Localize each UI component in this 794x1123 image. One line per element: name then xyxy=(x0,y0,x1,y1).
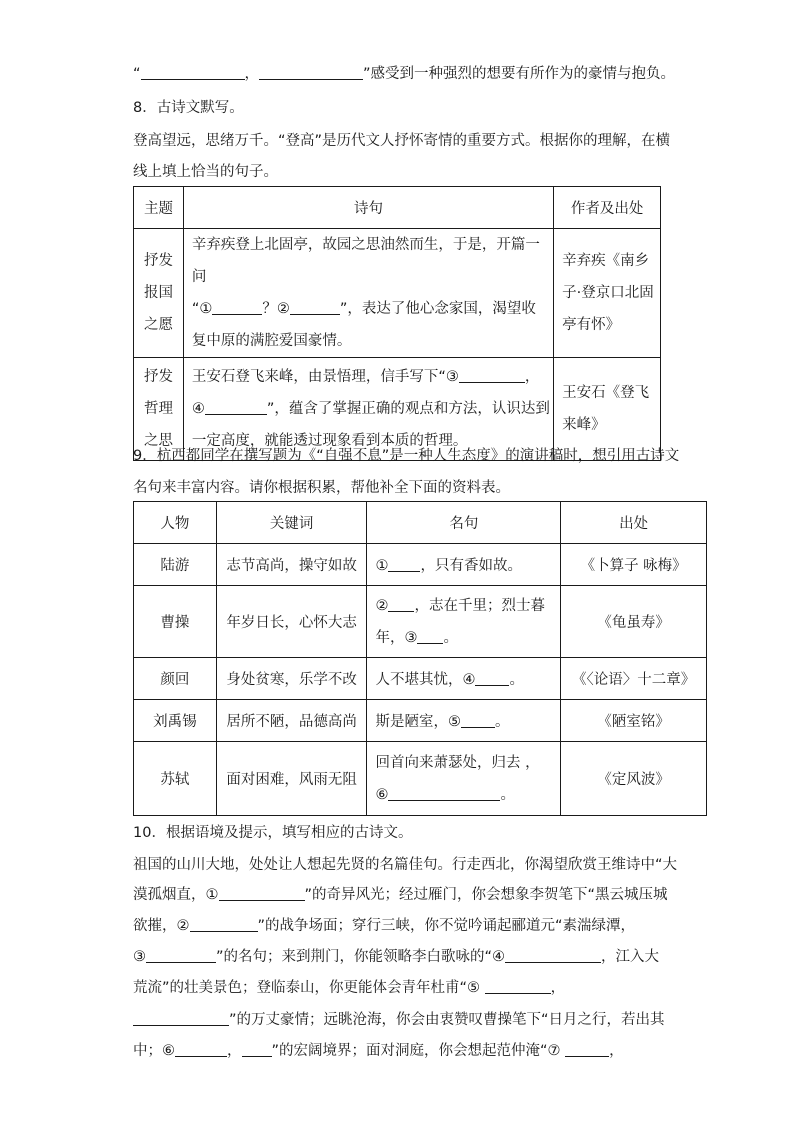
para-text: ，江入大 xyxy=(601,949,660,965)
quote-text: ② xyxy=(375,597,389,614)
answer-blank[interactable] xyxy=(461,713,495,728)
quote-cell xyxy=(367,700,561,742)
q10-line6 xyxy=(133,1010,665,1030)
quote-text: 。 xyxy=(443,629,458,646)
quote-line: 回首向来萧瑟处，归去 ， xyxy=(375,754,540,771)
q10-line2 xyxy=(133,885,668,905)
para-text: ”的名句；来到荆门，你能领略李白歌咏的“④ xyxy=(216,949,506,965)
table-row xyxy=(134,742,707,816)
quote-line xyxy=(375,590,560,622)
keyword-cell: 年岁日长，心怀大志 xyxy=(216,586,367,658)
source-cell: 《陋室铭》 xyxy=(561,700,707,742)
answer-blank[interactable] xyxy=(175,1042,227,1057)
person-cell: 曹操 xyxy=(134,586,217,658)
source-text: 王安石《登飞 xyxy=(562,385,650,401)
answer-blank[interactable] xyxy=(219,886,305,901)
para-text: 中；⑥ xyxy=(133,1043,175,1059)
verse-cell xyxy=(183,229,553,358)
answer-blank[interactable] xyxy=(388,597,414,612)
para-text: ， xyxy=(227,1043,242,1059)
table-row xyxy=(134,700,707,742)
answer-blank[interactable] xyxy=(417,629,443,644)
person-cell: 苏轼 xyxy=(134,742,217,816)
verse-text: ？② xyxy=(262,301,290,317)
answer-blank[interactable] xyxy=(475,671,509,686)
q10-line3 xyxy=(133,916,635,936)
sentence-tail: ”感受到一种强烈的想要有所作为的豪情与抱负。 xyxy=(363,66,676,82)
q8-intro-line1: 登高望远，思绪万千。“登高”是历代文人抒怀寄情的重要方式。根据你的理解，在横 xyxy=(133,133,671,149)
q9-title-line2: 名句来丰富内容。请你根据积累，帮他补全下面的资料表。 xyxy=(133,480,510,496)
theme-text: 抒发 xyxy=(143,369,173,385)
theme-text: 之愿 xyxy=(143,317,173,333)
keyword-cell: 志节高尚，操守如故 xyxy=(216,544,367,586)
q10-title: 10．根据语境及提示，填写相应的古诗文。 xyxy=(133,825,413,841)
source-cell: 《定风波》 xyxy=(561,742,707,816)
quote-cell xyxy=(367,658,561,700)
verse-text: “① xyxy=(191,301,213,317)
keyword-cell: 面对困难，风雨无阻 xyxy=(216,742,367,816)
source-cell: 《〈论语〉十二章》 xyxy=(561,658,707,700)
answer-blank[interactable] xyxy=(212,300,262,315)
source-text: 辛弃疾《南乡 xyxy=(562,253,650,269)
verse-line: 复中原的满腔爱国豪情。 xyxy=(191,333,352,349)
source-text: 来峰》 xyxy=(562,417,606,433)
answer-blank[interactable] xyxy=(565,1042,609,1057)
answer-blank[interactable] xyxy=(242,1042,272,1057)
separator: ， xyxy=(244,66,260,82)
para-text: ”的宏阔境界；面对洞庭，你会想起范仲淹“⑦ xyxy=(271,1043,566,1059)
verse-line: 辛弃疾登上北固亭，故园之思油然而生，于是，开篇一问 xyxy=(191,237,540,285)
header-theme: 主题 xyxy=(134,187,184,229)
quote-text: 。 xyxy=(509,672,524,688)
person-cell: 陆游 xyxy=(134,544,217,586)
header-keyword: 关键词 xyxy=(216,502,367,544)
quote-open: “ xyxy=(133,66,141,82)
answer-blank[interactable] xyxy=(388,786,500,801)
quote-text: 。 xyxy=(494,714,510,730)
quote-text: ，只有香如故。 xyxy=(420,558,522,574)
para-text: ”的奇异风光；经过雁门，你会想象李贺笔下“黑云城压城 xyxy=(304,887,668,903)
answer-blank[interactable] xyxy=(205,400,267,415)
header-quote: 名句 xyxy=(367,502,561,544)
para-text: ， xyxy=(550,980,566,996)
verse-text: ④ xyxy=(191,401,205,417)
answer-blank[interactable] xyxy=(141,65,245,80)
answer-blank[interactable] xyxy=(259,65,363,80)
verse-text: ”，表达了他心念家国，渴望收 xyxy=(339,301,536,317)
q10-line1: 祖国的山川大地，处处让人想起先贤的名篇佳句。行走西北，你渴望欣赏王维诗中“大 xyxy=(133,857,678,873)
verse-text: ， xyxy=(524,369,540,385)
source-text: 子·登京口北固 xyxy=(562,285,654,301)
quote-cell xyxy=(367,742,561,816)
answer-blank[interactable] xyxy=(505,948,601,963)
verse-text: 王安石登飞来峰，由景悟理，信手写下“③ xyxy=(191,369,459,385)
answer-blank[interactable] xyxy=(485,979,551,994)
person-cell: 颜回 xyxy=(134,658,217,700)
para-text: 欲摧，② xyxy=(133,918,190,934)
header-verse: 诗句 xyxy=(183,187,553,229)
para-text: ”的战争场面；穿行三峡，你不觉吟诵起郦道元“素湍绿潭， xyxy=(257,918,636,934)
table-row xyxy=(134,586,707,658)
quote-text: 人不堪其忧，④ xyxy=(375,672,476,688)
quote-text: ① xyxy=(375,558,389,574)
quote-cell xyxy=(367,586,561,658)
q9-title-line1: 9．杭西都同学在撰写题为《“自强不息”是一种人生态度》的演讲稿时，想引用古诗文 xyxy=(133,448,680,464)
top-line xyxy=(133,64,675,84)
verse-line: 一定高度，就能透过现象看到本质的哲理。 xyxy=(191,433,468,449)
theme-cell xyxy=(134,229,184,358)
answer-blank[interactable] xyxy=(388,557,420,572)
header-person: 人物 xyxy=(134,502,217,544)
source-cell: 《龟虽寿》 xyxy=(561,586,707,658)
quote-line xyxy=(375,622,560,654)
source-text: 亭有怀》 xyxy=(562,317,621,333)
para-text: ③ xyxy=(133,949,146,965)
para-text: 荒流”的壮美景色；登临泰山，你更能体会青年杜甫“⑤ xyxy=(133,980,485,996)
verse-line xyxy=(192,361,553,393)
verse-line xyxy=(192,293,553,325)
header-source: 出处 xyxy=(561,502,707,544)
answer-blank[interactable] xyxy=(290,300,340,315)
keyword-cell: 居所不陋，品德高尚 xyxy=(216,700,367,742)
theme-text: 之思 xyxy=(143,433,173,449)
quote-cell xyxy=(367,544,561,586)
answer-blank[interactable] xyxy=(146,948,216,963)
verse-text: ”，蕴含了掌握正确的观点和方法，认识达到 xyxy=(266,401,550,417)
q9-table xyxy=(133,501,707,816)
answer-blank[interactable] xyxy=(133,1011,229,1026)
table-row xyxy=(134,544,707,586)
quote-text: ⑥ xyxy=(375,786,389,803)
table-row xyxy=(134,658,707,700)
quote-text: 。 xyxy=(500,786,515,803)
keyword-cell: 身处贫寒，乐学不改 xyxy=(216,658,367,700)
theme-text: 哲理 xyxy=(143,401,173,417)
answer-blank[interactable] xyxy=(190,917,258,932)
para-text: ”的万丈豪情；远眺沧海，你会由衷赞叹曹操笔下“日月之行，若出其 xyxy=(229,1012,665,1028)
q8-title: 8．古诗文默写。 xyxy=(133,100,244,116)
header-source: 作者及出处 xyxy=(554,187,661,229)
q10-line7 xyxy=(133,1041,624,1061)
para-text: ， xyxy=(609,1043,624,1059)
para-text: 漠孤烟直，① xyxy=(133,887,219,903)
theme-text: 报国 xyxy=(143,285,173,301)
quote-text: 年，③ xyxy=(375,629,418,646)
person-cell: 刘禹锡 xyxy=(134,700,217,742)
quote-text: ，志在千里；烈士暮 xyxy=(414,597,545,614)
theme-text: 抒发 xyxy=(143,253,173,269)
q8-table xyxy=(133,186,661,461)
q10-line5 xyxy=(133,978,565,998)
q8-intro-line2: 线上填上恰当的句子。 xyxy=(133,164,278,180)
q10-line4 xyxy=(133,947,659,967)
source-cell xyxy=(554,229,661,358)
quote-text: 斯是陋室，⑤ xyxy=(375,714,461,730)
answer-blank[interactable] xyxy=(459,368,525,383)
verse-line xyxy=(192,393,553,425)
source-cell: 《卜算子 咏梅》 xyxy=(561,544,707,586)
quote-line xyxy=(375,779,560,811)
